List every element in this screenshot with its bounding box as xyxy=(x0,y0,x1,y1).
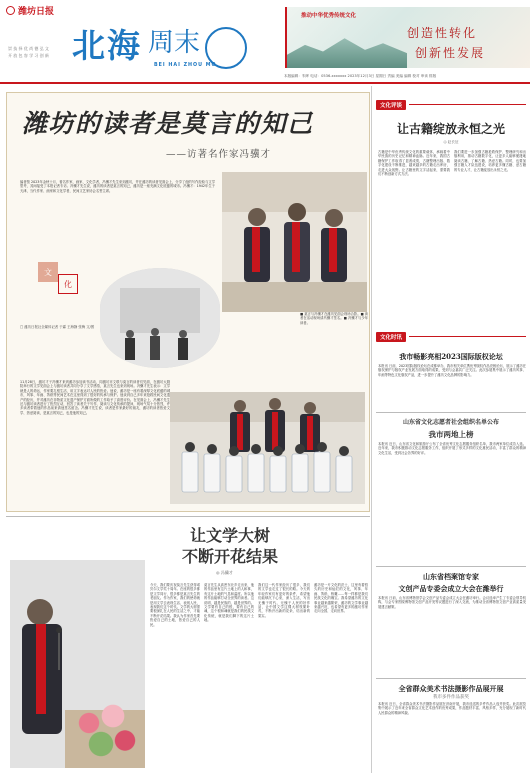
tree-article-title xyxy=(150,525,310,567)
news4-body: 本报讯 近日，全省群众美术书法摄影作品展在济南开展，我市选送的多件作品入选并获奖。此次展览集中展示了近年来全省群众文化艺术创作的优秀成果，作品题材丰富、风格多样，充分展现了新时代人民群众的精神风貌。 xyxy=(378,702,526,715)
column-divider xyxy=(371,86,372,773)
signing-photo xyxy=(222,172,367,312)
banner-tag: 推动中华优秀传统文化 xyxy=(301,13,357,19)
masthead-slogan: 崇 技 择 优 尚 德 弘 文 开 放 包 容 学 习 创 新 xyxy=(8,46,49,58)
section-tag-culture-news xyxy=(376,332,526,341)
culture-badge-char-1: 文 xyxy=(38,262,58,282)
speaker-photo xyxy=(10,560,145,768)
paper-logo-icon xyxy=(6,6,15,15)
tree-article-col-2: 莫言先生从高密东北乡走出来，他的作品里有这片土地上的人和事，有这片土地的气息和温度。所以他的作品能够打动全世界的读者。这说明，越是民族的，越是世界的。文学要有自己的根，要有自己的魂，这个根和魂就是我们的民族文化传统，就是我们脚下的这片土地。 xyxy=(204,583,254,623)
tree-article-col-4: 潍坊是一片文化的沃土，这里有着悠久的历史和灿烂的文化，风筝、年画、剪纸、核雕……每一样都是我们民族文化的瑰宝。我希望潍坊的文化事业越来越繁荣，潍坊的文学事业越来越兴旺，也希望有更多的潍坊作家走向全国、走向世界。 xyxy=(314,583,368,614)
section-tag-rule xyxy=(409,104,526,105)
article1-title: 让古籍绽放永恒之光 xyxy=(396,122,505,136)
section-tag-label: 文化时讯 xyxy=(376,332,406,342)
news-divider xyxy=(376,412,526,413)
news4-title: 全省群众美术书法摄影作品展开展 xyxy=(398,684,504,693)
article1-col-1: 古籍是中华优秀传统文化的重要载体，承载着中华民族的历史记忆和精神血脉。近年来，我国古籍保护工作取得了显著成绩，古籍整理出版、数字化建设不断推进，越来越多的古籍走出库房，走进大众视野。让古籍里的文字活起来，需要我们不断创新方式方法。 xyxy=(378,150,450,177)
culture-badge xyxy=(28,258,88,304)
article1-author: ◎ 赵长征 xyxy=(443,140,459,144)
photo-caption: ■ 莫言与冯骥才在潍坊见面会现场合影。■ 读者在活动现场请冯骥才签名。■ 冯骥才与少年读者。 xyxy=(300,312,368,325)
banner-slogan-1: 创造性转化 xyxy=(407,26,478,40)
section-tag-rule xyxy=(409,336,526,337)
section-title: 北海 xyxy=(72,26,142,65)
feature-lead: 编者按 2023年金秋十月，著名作家、画家、文化学者，冯骥才先生来到潍坊，并在潍坊的读者见面会上，分享了他的写作经验与文学思考，其间接受了本报记者专访。冯骥才先生说，潍坊的读者是莫言的知己，潍坊是一座充满文化底蕴的城市。冯骥才：1942年生于天津，当代作家、画家和文化学者，民间文艺家协会名誉主席。 xyxy=(20,180,215,193)
section-divider xyxy=(6,516,370,517)
section-title-sub: 周末 xyxy=(148,28,201,58)
tree-article-col-1: 今天，我们要庆祝莫言先生获得诺贝尔文学奖十周年。在座的很多都是文学同行，很多都是莫言先生的老朋友。作为作家，我们的使命就是用文学去表现生活、表现人民，表现我们这个时代。文学的大树需要根深扎在人民的生活之中，才能不断开花结果。我认为作家首先要热爱自己的土地，热爱自己的人民。 xyxy=(150,583,200,627)
section-tag-label: 文化评谈 xyxy=(376,100,406,110)
article1-col-2: 我们要进一步加强古籍抢救保护、整理研究和出版利用，推动古籍数字化，让更多人能够便捷地阅读古籍、了解古籍、热爱古籍。同时，也要加强古籍人才队伍建设，培养更多懂古籍、爱古籍的专业人才，让古籍绽放出永恒之光。 xyxy=(454,150,526,172)
news1-title: 我市畅影亮相2023国际版权论坛 xyxy=(399,352,503,361)
signing-photo-illustration xyxy=(222,172,367,312)
news3-body: 本报讯 日前，山东省博物馆学会文创产品专委会成立大会在潍坊举行。会议选举产生了专委会领导机构，与会专家围绕博物馆文创产品开发等议题进行了深入交流，为推动全省博物馆文创产业高质量发展建言献策。 xyxy=(378,596,526,609)
tree-title-line-1: 让文学大树 xyxy=(189,526,270,545)
section-tag-culture-review xyxy=(376,100,526,109)
feature-subtitle: ——访著名作家冯骥才 xyxy=(166,149,272,160)
tree-article-col-3: 我们这一代作家经历了很多，我们的文学也走过了很长的路。今天的年轻作家们有更好的条件，希望他们能够沉下心来，深入生活，写出无愧于时代、无愧于人民的好作品，让中国文学这棵大树枝繁叶茂，不断开出新的花朵、结出新的果实。 xyxy=(258,583,310,618)
masthead-rule xyxy=(0,82,530,84)
news3-title xyxy=(376,572,526,594)
stage-photo xyxy=(100,268,220,368)
banner-slogan-2: 创新性发展 xyxy=(415,46,486,60)
feature-title: 潍坊的读者是莫言的知己 xyxy=(22,109,314,138)
group-photo xyxy=(170,392,365,504)
paper-name: 潍坊日报 xyxy=(18,7,55,17)
feature-body: 11月28日，潍坊才子冯骥才来到潍坊参加读书活动，同潍坊市文联与莫言的读者们见面，在潍坊大剧院举行的文学见面会上与潍坊读者共同分享了文学感悟，莫言先生也来到现场。冯骥才先生表示：文学就是人的命运，作家要扎根生活，用文字表达对人民的热爱。他说，潍坊是一座有着深厚文化底蕴的城市，风筝、年画、剪纸等民间艺术在这里得到了很好的传承与保护。他谈到自己多年来抢救民间文化遗产的经历，并对潍坊在非物质文化遗产保护方面所做的工作给予了高度评价。在见面会上，冯骥才先生还与潍坊读者进行了热烈互动，回答了读者关于写作、阅读与文化传承的提问，现场气氛十分热烈，许多读者带着他的作品前来请他签名留念。冯骥才先生说，读者是作家最好的朋友，潍坊的读者热爱文学、热爱阅读，是莫言的知己，也是他的知己。 xyxy=(20,380,170,415)
news1-body: 本报讯 日前，2023国际版权论坛在成都举办，我市相关单位携优秀版权作品亮相论坛，展示了潍坊在版权保护与版权产业发展方面取得的成果，受到与会嘉宾广泛关注。此次参展集中展示了潍坊风筝、年画等特色文化版权产品，进一步提升了潍坊文化品牌的影响力。 xyxy=(378,364,526,377)
landscape-illustration xyxy=(287,35,407,68)
news2-body: 本报讯 近日，山东省文化和旅游厅公布了全省优秀文化志愿服务组织名单，我市两家单位成功入选。近年来，我市积极推动文化志愿服务工作，组织开展了形式多样的文化惠民活动，丰富了群众的精神文化生活，受到社会各界的好评。 xyxy=(378,442,526,455)
flower-arrangement xyxy=(65,695,145,765)
culture-banner xyxy=(285,7,530,68)
paper-brand xyxy=(6,4,54,17)
news2-title-line-1: 山东省文化志愿者社会组织名单公布 xyxy=(402,419,499,426)
section-title-en: BEI HAI ZHOU MO xyxy=(154,63,217,68)
news-divider xyxy=(376,566,526,567)
tree-title-line-2: 不断开花结果 xyxy=(181,547,278,566)
feature-byline: □ 潍坊日报社全媒体记者 于霖 王海静 张梅 文/图 xyxy=(20,325,95,329)
news3-title-line-1: 山东省档案馆专家 xyxy=(423,572,479,581)
news2-title-line-2: 我市两地上榜 xyxy=(428,430,474,439)
news3-title-line-2: 文创产品专委会成立大会在潍举行 xyxy=(398,584,504,593)
masthead xyxy=(0,0,530,84)
news-divider xyxy=(376,678,526,679)
culture-badge-char-2: 化 xyxy=(58,274,78,294)
tree-article-author: ◎ 冯骥才 xyxy=(216,570,233,575)
news4-subtitle: 我市多件作品获奖 xyxy=(433,695,469,700)
editor-line: 本版编辑：朱晖 电话：0536-xxxxxxx 2023年12月3日 星期日 责编 美编 编辑 校对 审读 排版 xyxy=(284,74,437,78)
news2-title xyxy=(376,417,526,440)
group-photo-illustration xyxy=(170,392,365,504)
stage-photo-illustration xyxy=(100,268,220,368)
